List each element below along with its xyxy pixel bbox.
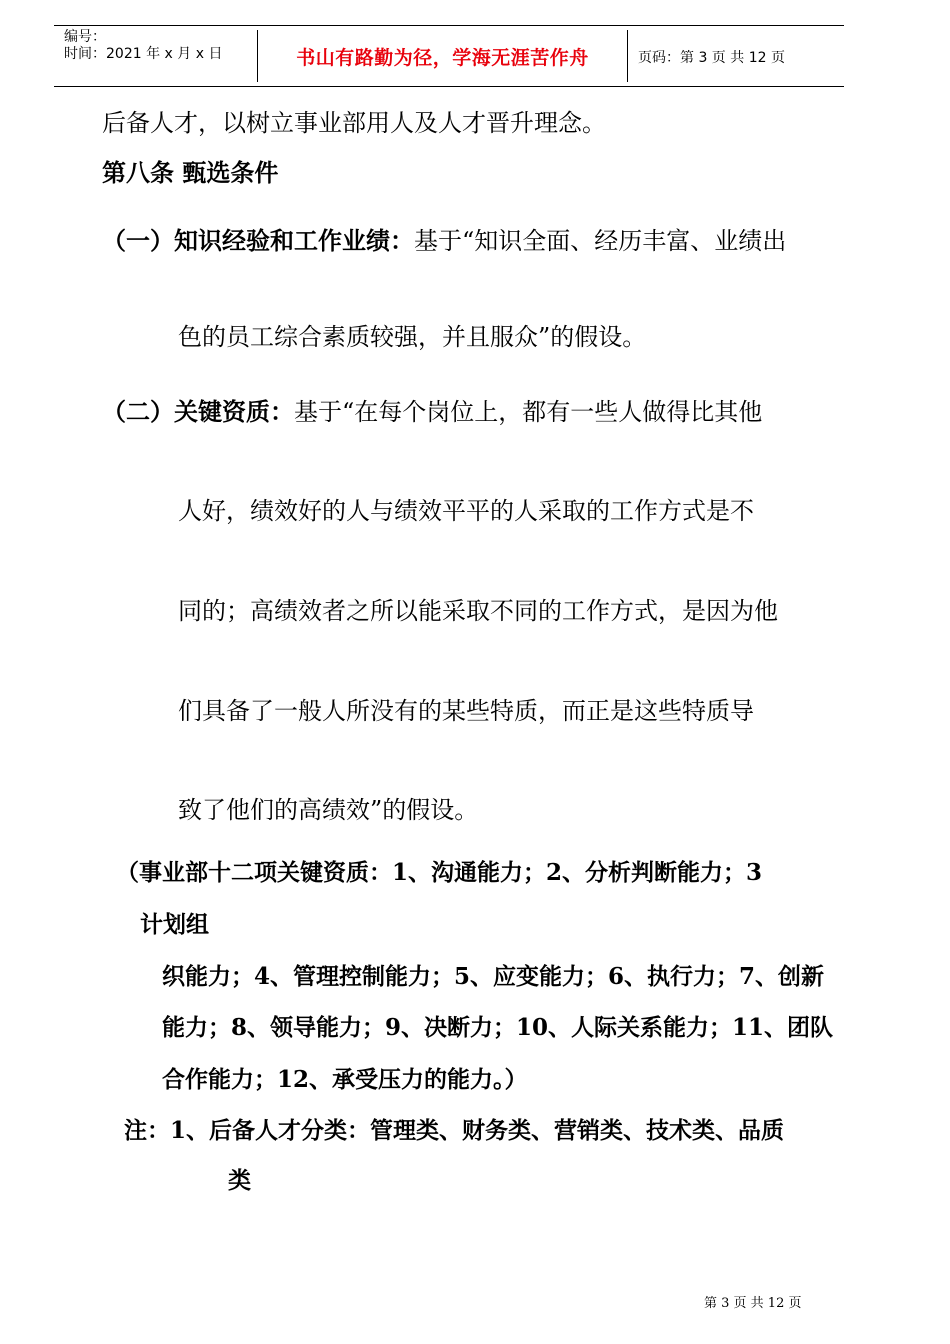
item-2-label: （二）关键资质：: [102, 397, 294, 426]
body-line: 后备人才，以树立事业部用人及人才晋升理念。: [102, 109, 606, 137]
item-1-text: 基于“知识全面、经历丰富、业绩出: [414, 227, 787, 255]
qualities-note: 织能力；4、管理控制能力；5、应变能力；6、执行力；7、创新: [162, 963, 825, 990]
item-2-continuation: 人好，绩效好的人与绩效平平的人采取的工作方式是不: [178, 497, 754, 525]
header-page-info: 页码：第 3 页 共 12 页: [638, 50, 785, 66]
qualities-note: （事业部十二项关键资质：1、沟通能力；2、分析判断能力；3: [116, 859, 763, 886]
item-2-continuation: 们具备了一般人所没有的某些特质，而正是这些特质导: [178, 697, 754, 725]
header-left: [64, 29, 222, 63]
item-2-continuation: 致了他们的高绩效”的假设。: [178, 796, 479, 824]
item-1: [102, 226, 786, 256]
page-header: [54, 25, 844, 87]
footnote: 注：1、后备人才分类：管理类、财务类、营销类、技术类、品质: [124, 1117, 785, 1144]
item-2-continuation: 同的；高绩效者之所以能采取不同的工作方式，是因为他: [178, 597, 778, 625]
footnote: 类: [228, 1167, 251, 1194]
item-2-text: 基于“在每个岗位上，都有一些人做得比其他: [294, 398, 763, 426]
page-footer: 第 3 页 共 12 页: [704, 1296, 802, 1311]
number-label: 编号：: [64, 29, 106, 45]
qualities-note: 合作能力；12、承受压力的能力。）: [162, 1066, 528, 1093]
header-motto: 书山有路勤为径，学海无涯苦作舟: [296, 47, 589, 69]
article-heading: 第八条 甄选条件: [102, 158, 279, 187]
qualities-note: 计划组: [140, 911, 209, 938]
time-label: 时间：2021 年 x 月 x 日: [64, 46, 223, 62]
item-1-label: （一）知识经验和工作业绩：: [102, 226, 414, 255]
qualities-note: 能力；8、领导能力；9、决断力；10、人际关系能力；11、团队: [162, 1014, 834, 1041]
item-1-continuation: 色的员工综合素质较强，并且服众”的假设。: [178, 323, 647, 351]
item-2: [102, 397, 762, 427]
header-divider: [627, 30, 628, 82]
